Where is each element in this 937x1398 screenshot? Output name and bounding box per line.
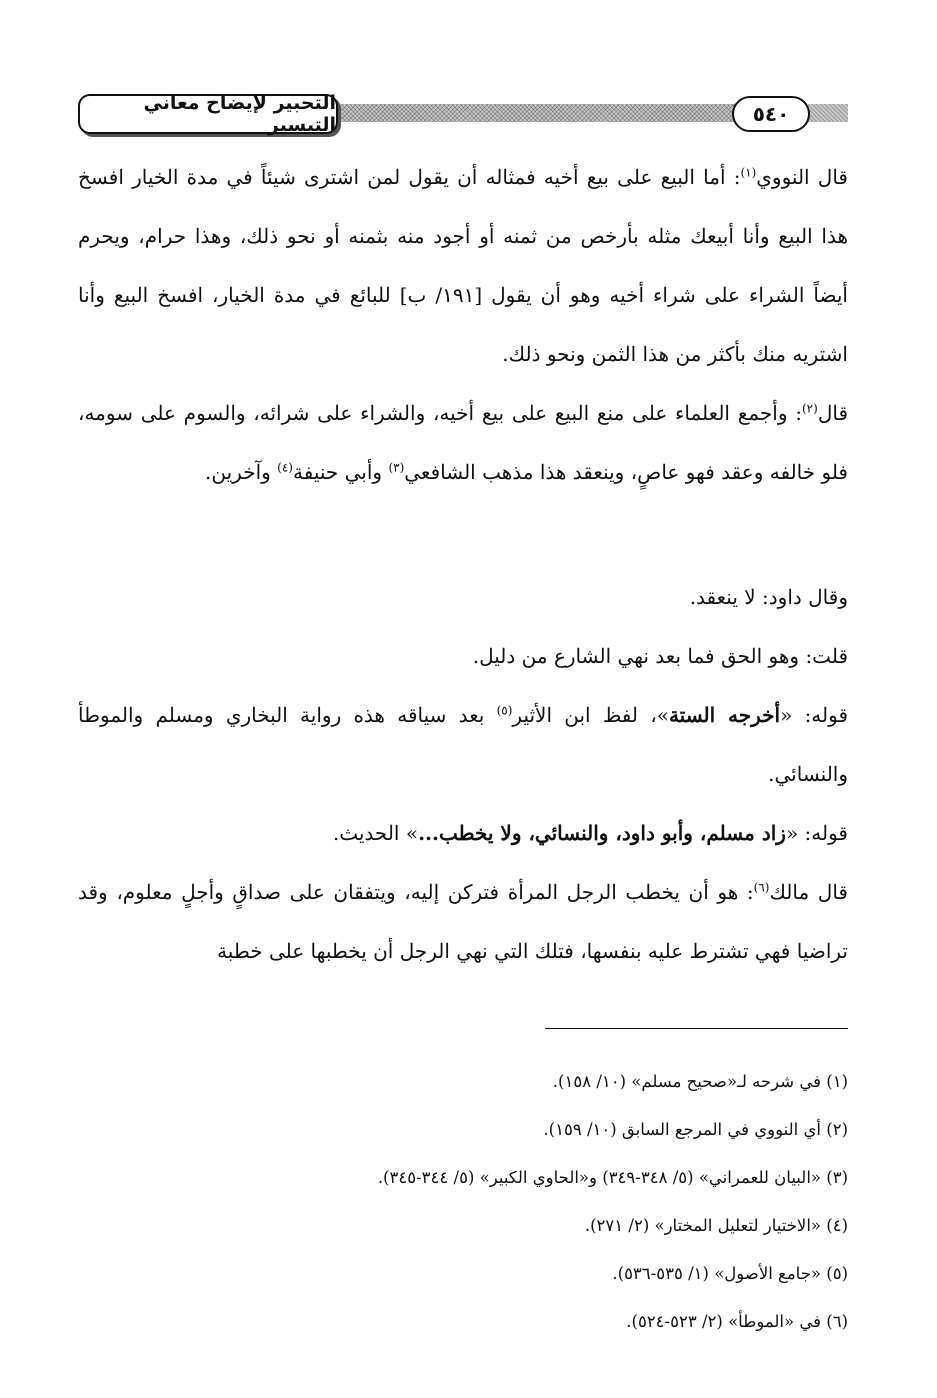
paragraph-6 bbox=[78, 804, 848, 863]
quoted-phrase: زاد مسلم، وأبو داود، والنسائي، ولا يخطب... bbox=[418, 821, 786, 845]
main-text bbox=[78, 148, 848, 981]
footnote-ref-2: (٢) bbox=[801, 401, 818, 416]
text-span: وآخرين. bbox=[205, 460, 278, 484]
text-span: قال النووي bbox=[756, 165, 848, 189]
footnote-separator bbox=[545, 1028, 848, 1029]
text-span: : أما البيع على بيع أخيه فمثاله أن يقول لمن اشترى شيئاً في مدة الخيار افسخ هذا البيع وأنا أبيعك مثله بأرخص من ثمنه أو أجود منه بثمنه أو نحو ذلك، وهذا حرام، ويحرم أيضاً الشراء على شراء أخيه وهو أن يقول [١٩١/ ب] للبائع في مدة الخيار، افسخ البيع وأنا اشتريه منك بأكثر من هذا الثمن ونحو ذلك. bbox=[78, 165, 848, 366]
header-decorative-band-right bbox=[808, 104, 848, 122]
footnotes bbox=[78, 1058, 848, 1346]
footnote-1: (١) في شرحه لـ«صحيح مسلم» (١٠/ ١٥٨). bbox=[552, 1072, 848, 1091]
footnote-ref-6: (٦) bbox=[753, 880, 770, 895]
text-span: بعد سياقه هذه رواية البخاري ومسلم والموطأ والنسائي. bbox=[78, 703, 848, 786]
footnote-4: (٤) «الاختيار لتعليل المختار» (٢/ ٢٧١). bbox=[584, 1216, 848, 1235]
footnote-ref-5: (٥) bbox=[496, 703, 513, 718]
text-span: : وأجمع العلماء على منع البيع على بيع أخيه، والشراء على شرائه، والسوم على سومه، فلو خالفه وعقد فهو عاصٍ، وينعقد هذا مذهب الشافعي bbox=[78, 401, 848, 484]
text-span: قوله: « bbox=[780, 703, 849, 727]
header-decorative-band bbox=[333, 104, 738, 122]
text-span: »، لفظ ابن الأثير bbox=[512, 703, 669, 727]
paragraph-4: قلت: وهو الحق فما بعد نهي الشارع من دليل. bbox=[472, 644, 848, 668]
footnote-ref-3: (٣) bbox=[388, 460, 405, 475]
footnote-ref-4: (٤) bbox=[277, 460, 293, 475]
paragraph-3: وقال داود: لا ينعقد. bbox=[689, 585, 848, 609]
text-span: » الحديث. bbox=[332, 821, 419, 845]
page-header bbox=[78, 92, 848, 134]
text-span: قال bbox=[817, 401, 848, 425]
paragraph-1 bbox=[78, 148, 848, 384]
footnote-6: (٦) في «الموطأ» (٢/ ٥٢٣-٥٢٤). bbox=[626, 1312, 848, 1331]
paragraph-2 bbox=[78, 384, 848, 502]
paragraph-7 bbox=[78, 863, 848, 981]
footnote-5: (٥) «جامع الأصول» (١/ ٥٣٥-٥٣٦). bbox=[612, 1264, 848, 1283]
book-title: التحبير لإيضاح معاني التيسير bbox=[78, 94, 338, 134]
quoted-phrase: أخرجه الستة bbox=[668, 703, 781, 727]
text-span: وأبي حنيفة bbox=[292, 460, 389, 484]
text-span: قال مالك bbox=[769, 880, 848, 904]
paragraph-5 bbox=[78, 686, 848, 804]
footnote-2: (٢) أي النووي في المرجع السابق (١٠/ ١٥٩). bbox=[543, 1120, 848, 1139]
footnote-ref-1: (١) bbox=[740, 165, 757, 180]
page-number: ٥٤٠ bbox=[732, 96, 810, 132]
text-span: قوله: « bbox=[785, 821, 848, 845]
footnote-3: (٣) «البيان للعمراني» (٥/ ٣٤٨-٣٤٩) و«الحاوي الكبير» (٥/ ٣٤٤-٣٤٥). bbox=[377, 1168, 848, 1187]
text-span: : هو أن يخطب الرجل المرأة فتركن إليه، ويتفقان على صداقٍ وأجلٍ معلوم، وقد تراضيا فهي تشترط عليه بنفسها، فتلك التي نهي الرجل أن يخطبها على خطبة bbox=[78, 880, 848, 963]
